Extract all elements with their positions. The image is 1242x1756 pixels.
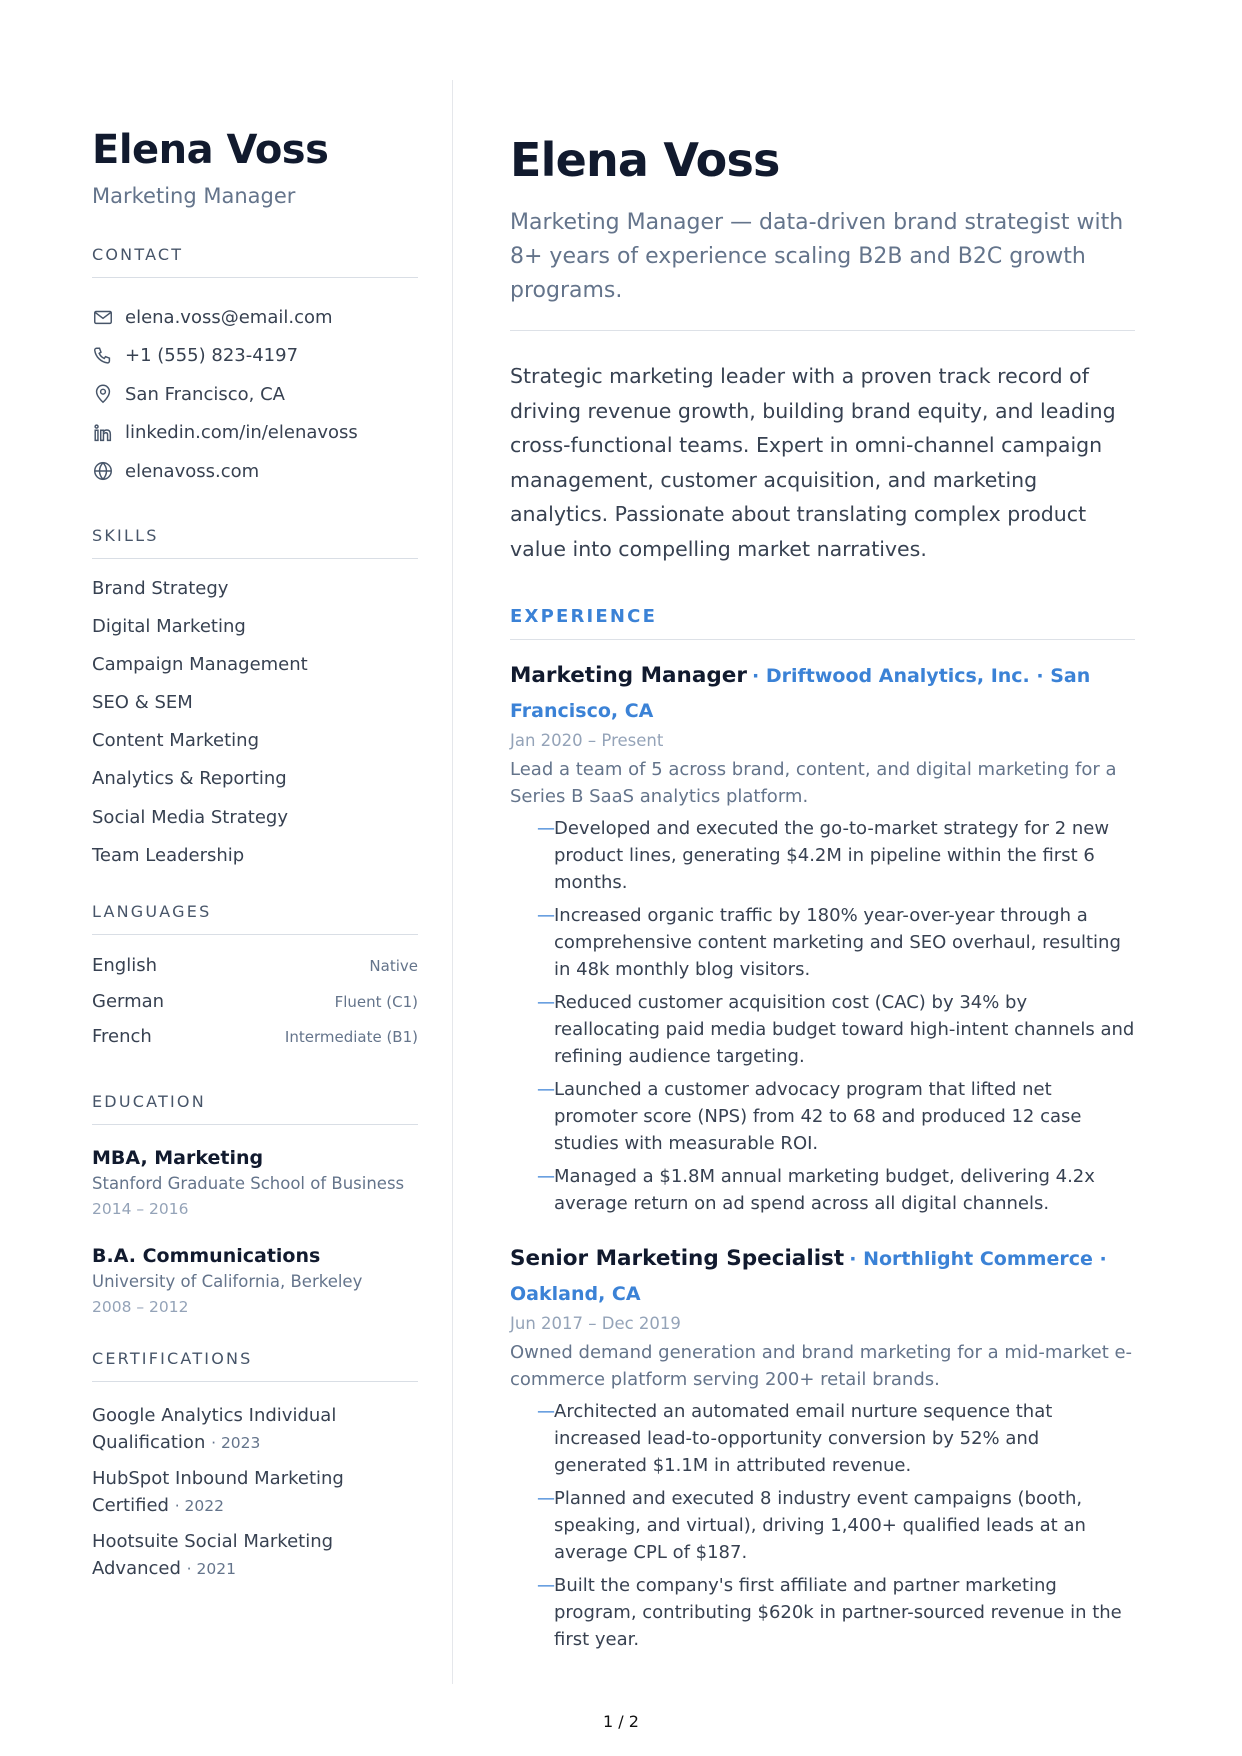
language-name: German <box>92 990 165 1012</box>
skill-item: Digital Marketing <box>92 615 246 637</box>
job-dates: Jan 2020 – Present <box>510 730 664 750</box>
bullet-item <box>537 1572 1135 1653</box>
skills-heading: SKILLS <box>92 526 418 559</box>
bullet-text: Architected an automated email nurture sequence that increased lead-to-opportunity conversion by 52% and generated $1.1M in attributed revenue. <box>554 1400 1053 1476</box>
bullet-item <box>537 902 1135 983</box>
experience-heading: EXPERIENCE <box>510 605 1135 640</box>
skill-item: SEO & SEM <box>92 692 193 714</box>
job-header <box>510 658 1135 729</box>
page-number: 1 / 2 <box>603 1712 639 1731</box>
skills-list <box>92 579 418 885</box>
job-entry <box>510 658 1135 1217</box>
contact-list <box>92 298 418 491</box>
education-degree: MBA, Marketing <box>92 1146 264 1169</box>
language-name: English <box>92 955 157 976</box>
summary: Strategic marketing leader with a proven track record of driving revenue growth, building brand equity, and leading cross-functional teams. Expert in omni-channel campaign management, customer acquisition, and marketing analytics. Passionate about translating complex product value into compelling market narratives. <box>510 364 1116 561</box>
certification-year: · 2022 <box>174 1496 224 1515</box>
column-divider <box>452 80 453 1684</box>
bullet-item <box>537 815 1135 896</box>
contact-location-text: San Francisco, CA <box>125 383 285 405</box>
job-description: Owned demand generation and brand marketing for a mid-market e-commerce platform serving 200+ retail brands. <box>510 1341 1133 1390</box>
certification-name: Hootsuite Social Marketing Advanced <box>92 1530 334 1579</box>
certification-item <box>92 1465 418 1520</box>
main-column <box>510 128 1135 1659</box>
bullet-item <box>537 1163 1135 1217</box>
language-level: Intermediate (B1) <box>284 1028 418 1046</box>
contact-linkedin[interactable] <box>92 414 418 453</box>
language-row <box>92 1026 418 1062</box>
contact-email[interactable] <box>92 298 418 337</box>
education-list <box>92 1145 418 1319</box>
job-entry <box>510 1241 1135 1653</box>
job-header <box>510 1241 1135 1312</box>
bullet-item <box>537 1485 1135 1566</box>
skill-item: Team Leadership <box>92 844 245 866</box>
dash-marker: — <box>537 904 555 926</box>
language-level: Fluent (C1) <box>334 992 418 1011</box>
education-entry <box>92 1243 418 1319</box>
location-pin-icon <box>92 383 114 405</box>
job-bullets <box>510 1398 1135 1653</box>
dash-marker: — <box>537 1574 555 1596</box>
sidebar <box>92 124 418 1591</box>
mail-icon <box>92 306 114 328</box>
bullet-item <box>537 989 1135 1070</box>
globe-icon <box>92 460 114 482</box>
bullet-item <box>537 1076 1135 1157</box>
education-years: 2014 – 2016 <box>92 1199 189 1218</box>
dash-marker: — <box>537 991 555 1013</box>
job-role: Marketing Manager <box>510 662 747 688</box>
bullet-text: Built the company's first affiliate and partner marketing program, contributing $620k in partner-sourced revenue in the first year. <box>554 1574 1122 1650</box>
tagline: Marketing Manager — data-driven brand strategist with 8+ years of experience scaling B2B and B2C growth programs. <box>510 206 1135 331</box>
job-dates: Jun 2017 – Dec 2019 <box>510 1313 681 1333</box>
linkedin-icon <box>92 422 114 444</box>
certification-year: · 2023 <box>211 1433 261 1452</box>
bullet-text: Reduced customer acquisition cost (CAC) by 34% by reallocating paid media budget toward high-intent channels and refining audience targeting. <box>554 991 1135 1067</box>
dash-marker: — <box>537 817 555 839</box>
contact-email-text: elena.voss@email.com <box>125 306 333 328</box>
bullet-text: Planned and executed 8 industry event campaigns (booth, speaking, and virtual), driving 1,400+ qualified leads at an average CPL of $187. <box>554 1487 1086 1563</box>
bullet-text: Launched a customer advocacy program that lifted net promoter score (NPS) from 42 to 68 and produced 12 case studies with measurable ROI. <box>554 1078 1082 1154</box>
education-heading: EDUCATION <box>92 1092 418 1125</box>
contact-website-text: elenavoss.com <box>125 460 260 482</box>
skill-item: Analytics & Reporting <box>92 768 287 790</box>
job-description: Lead a team of 5 across brand, content, and digital marketing for a Series B SaaS analytics platform. <box>510 758 1117 807</box>
skill-item: Campaign Management <box>92 653 308 675</box>
bullet-item <box>537 1398 1135 1479</box>
contact-website[interactable] <box>92 452 418 491</box>
certification-year: · 2021 <box>186 1559 236 1578</box>
contact-location <box>92 375 418 414</box>
languages-heading: LANGUAGES <box>92 902 418 935</box>
sidebar-name: Elena Voss <box>92 127 329 173</box>
certifications-heading: CERTIFICATIONS <box>92 1349 418 1382</box>
dash-marker: — <box>537 1487 555 1509</box>
certification-name: HubSpot Inbound Marketing Certified <box>92 1467 344 1516</box>
dash-marker: — <box>537 1165 555 1187</box>
education-school: Stanford Graduate School of Business <box>92 1173 405 1193</box>
language-name: French <box>92 1026 152 1047</box>
languages-list <box>92 955 418 1062</box>
dash-marker: — <box>537 1078 555 1100</box>
education-degree: B.A. Communications <box>92 1244 321 1267</box>
job-company: · Driftwood Analytics, Inc. · San Francisco, CA <box>510 664 1091 722</box>
main-name: Elena Voss <box>510 133 780 187</box>
bullet-text: Developed and executed the go-to-market strategy for 2 new product lines, generating $4.2M in pipeline within the first 6 months. <box>554 817 1110 893</box>
job-bullets <box>510 815 1135 1217</box>
dash-marker: — <box>537 1400 555 1422</box>
bullet-text: Managed a $1.8M annual marketing budget, delivering 4.2x average return on ad spend across all digital channels. <box>554 1165 1095 1214</box>
language-level: Native <box>369 957 418 975</box>
contact-phone-text: +1 (555) 823-4197 <box>125 345 299 367</box>
certification-name: Google Analytics Individual Qualification <box>92 1404 337 1453</box>
bullet-text: Increased organic traffic by 180% year-over-year through a comprehensive content marketing and SEO overhaul, resulting in 48k monthly blog visitors. <box>554 904 1121 980</box>
skill-item: Content Marketing <box>92 730 260 752</box>
certifications-list <box>92 1402 418 1583</box>
skill-item: Social Media Strategy <box>92 806 288 828</box>
education-years: 2008 – 2012 <box>92 1297 189 1316</box>
skill-item: Brand Strategy <box>92 577 229 599</box>
education-entry <box>92 1145 418 1221</box>
contact-phone[interactable] <box>92 337 418 376</box>
phone-icon <box>92 345 114 367</box>
sidebar-role: Marketing Manager <box>92 184 296 208</box>
certification-item <box>92 1402 418 1457</box>
education-school: University of California, Berkeley <box>92 1271 363 1291</box>
job-role: Senior Marketing Specialist <box>510 1245 845 1271</box>
job-company: · Northlight Commerce · Oakland, CA <box>510 1247 1107 1305</box>
language-row <box>92 955 418 991</box>
contact-heading: CONTACT <box>92 245 418 278</box>
certification-item <box>92 1528 418 1583</box>
contact-linkedin-text: linkedin.com/in/elenavoss <box>125 422 358 444</box>
language-row <box>92 991 418 1027</box>
